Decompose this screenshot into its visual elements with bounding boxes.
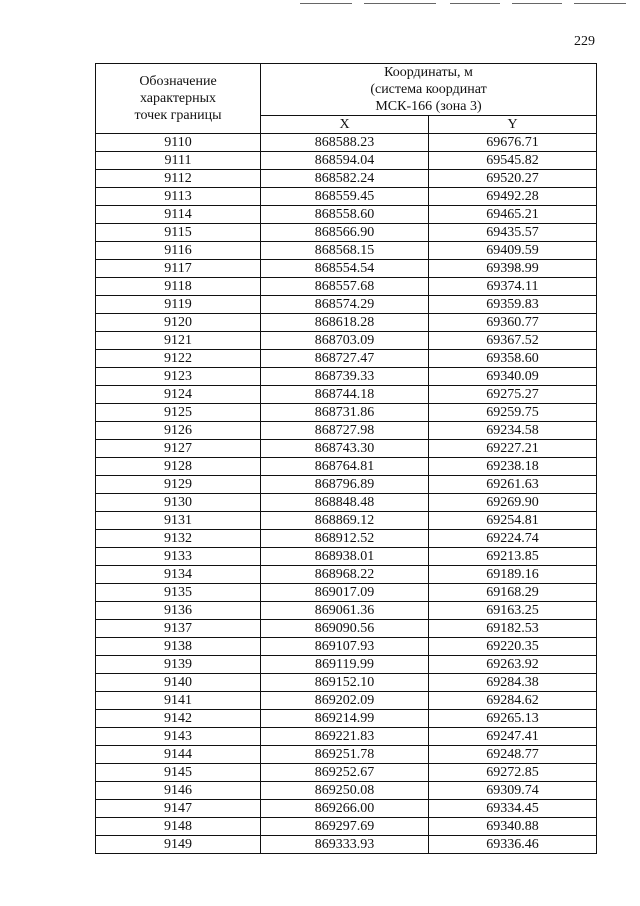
x-coordinate-cell: 869107.93	[261, 638, 429, 656]
table-row	[96, 440, 597, 458]
x-coordinate-cell: 868574.29	[261, 296, 429, 314]
table-row	[96, 692, 597, 710]
table-row	[96, 548, 597, 566]
point-id-cell: 9143	[96, 728, 261, 746]
x-coordinate-cell: 869061.36	[261, 602, 429, 620]
y-coordinate-cell: 69284.62	[429, 692, 597, 710]
point-label-line: характерных	[139, 91, 217, 106]
x-coordinate-cell: 868848.48	[261, 494, 429, 512]
x-coordinate-cell: 868557.68	[261, 278, 429, 296]
x-coordinate-cell: 868743.30	[261, 440, 429, 458]
y-coordinate-cell: 69234.58	[429, 422, 597, 440]
point-id-cell: 9135	[96, 584, 261, 602]
table-row	[96, 368, 597, 386]
y-coordinate-cell: 69340.09	[429, 368, 597, 386]
y-coordinate-cell: 69248.77	[429, 746, 597, 764]
y-coordinate-cell: 69334.45	[429, 800, 597, 818]
y-coordinate-cell: 69520.27	[429, 170, 597, 188]
table-body	[96, 134, 597, 854]
point-id-cell: 9122	[96, 350, 261, 368]
point-id-cell: 9133	[96, 548, 261, 566]
table-row	[96, 530, 597, 548]
table-row	[96, 674, 597, 692]
x-coordinate-cell: 869221.83	[261, 728, 429, 746]
y-coordinate-cell: 69259.75	[429, 404, 597, 422]
point-id-cell: 9131	[96, 512, 261, 530]
x-coordinate-cell: 868739.33	[261, 368, 429, 386]
table-row	[96, 800, 597, 818]
point-id-cell: 9123	[96, 368, 261, 386]
y-coordinate-cell: 69272.85	[429, 764, 597, 782]
point-id-cell: 9145	[96, 764, 261, 782]
table-row	[96, 332, 597, 350]
point-id-cell: 9139	[96, 656, 261, 674]
x-coordinate-cell: 868744.18	[261, 386, 429, 404]
table-row	[96, 476, 597, 494]
table-row	[96, 422, 597, 440]
x-coordinate-cell: 868588.23	[261, 134, 429, 152]
table-row	[96, 404, 597, 422]
coords-label-line: Координаты, м	[384, 65, 473, 80]
table-row	[96, 764, 597, 782]
point-id-cell: 9119	[96, 296, 261, 314]
y-coordinate-cell: 69275.27	[429, 386, 597, 404]
point-id-cell: 9111	[96, 152, 261, 170]
point-id-cell: 9118	[96, 278, 261, 296]
coordinates-header	[261, 64, 597, 116]
x-coordinate-cell: 868559.45	[261, 188, 429, 206]
x-coordinate-cell: 868554.54	[261, 260, 429, 278]
x-coordinate-cell: 869017.09	[261, 584, 429, 602]
x-coordinate-cell: 868912.52	[261, 530, 429, 548]
y-coordinate-cell: 69168.29	[429, 584, 597, 602]
x-coordinate-cell: 869250.08	[261, 782, 429, 800]
table-row	[96, 314, 597, 332]
y-coordinate-cell: 69163.25	[429, 602, 597, 620]
table-row	[96, 458, 597, 476]
table-row	[96, 710, 597, 728]
x-coordinate-cell: 869090.56	[261, 620, 429, 638]
table-row	[96, 494, 597, 512]
y-coordinate-cell: 69409.59	[429, 242, 597, 260]
table-row	[96, 152, 597, 170]
x-coordinate-cell: 869266.00	[261, 800, 429, 818]
x-coordinate-cell: 868727.98	[261, 422, 429, 440]
x-coordinate-cell: 868938.01	[261, 548, 429, 566]
y-coordinate-cell: 69359.83	[429, 296, 597, 314]
table-row	[96, 260, 597, 278]
point-id-cell: 9141	[96, 692, 261, 710]
table-row	[96, 278, 597, 296]
y-coordinate-cell: 69254.81	[429, 512, 597, 530]
y-coordinate-cell: 69284.38	[429, 674, 597, 692]
point-id-cell: 9128	[96, 458, 261, 476]
point-label-line: Обозначение	[139, 74, 217, 89]
point-id-cell: 9121	[96, 332, 261, 350]
table-row	[96, 746, 597, 764]
point-id-cell: 9116	[96, 242, 261, 260]
point-id-cell: 9115	[96, 224, 261, 242]
table-row	[96, 638, 597, 656]
point-id-cell: 9127	[96, 440, 261, 458]
table-row	[96, 620, 597, 638]
top-rules	[300, 3, 630, 6]
y-coordinate-cell: 69247.41	[429, 728, 597, 746]
table-row	[96, 782, 597, 800]
y-coordinate-cell: 69238.18	[429, 458, 597, 476]
x-coordinate-cell: 868968.22	[261, 566, 429, 584]
table-row	[96, 584, 597, 602]
coords-label-line: МСК-166 (зона 3)	[375, 99, 482, 114]
table-row	[96, 134, 597, 152]
table-row	[96, 188, 597, 206]
x-coordinate-cell: 868731.86	[261, 404, 429, 422]
y-coordinate-cell: 69189.16	[429, 566, 597, 584]
table-row	[96, 242, 597, 260]
x-coordinate-cell: 869202.09	[261, 692, 429, 710]
point-id-cell: 9146	[96, 782, 261, 800]
point-id-cell: 9124	[96, 386, 261, 404]
y-coordinate-cell: 69265.13	[429, 710, 597, 728]
point-id-cell: 9138	[96, 638, 261, 656]
x-coordinate-cell: 868558.60	[261, 206, 429, 224]
coordinates-table	[95, 63, 597, 854]
y-coordinate-cell: 69309.74	[429, 782, 597, 800]
point-id-cell: 9144	[96, 746, 261, 764]
y-coordinate-cell: 69435.57	[429, 224, 597, 242]
table-row	[96, 836, 597, 854]
point-id-cell: 9113	[96, 188, 261, 206]
y-coordinate-cell: 69336.46	[429, 836, 597, 854]
x-coordinate-cell: 868703.09	[261, 332, 429, 350]
point-id-cell: 9129	[96, 476, 261, 494]
y-coordinate-cell: 69213.85	[429, 548, 597, 566]
point-id-cell: 9149	[96, 836, 261, 854]
table-row	[96, 656, 597, 674]
y-coordinate-cell: 69182.53	[429, 620, 597, 638]
page-number: 229	[574, 34, 595, 49]
y-coordinate-cell: 69676.71	[429, 134, 597, 152]
point-id-cell: 9126	[96, 422, 261, 440]
y-coordinate-cell: 69340.88	[429, 818, 597, 836]
point-id-cell: 9110	[96, 134, 261, 152]
point-id-cell: 9137	[96, 620, 261, 638]
y-coordinate-cell: 69227.21	[429, 440, 597, 458]
y-coordinate-cell: 69374.11	[429, 278, 597, 296]
table-row	[96, 512, 597, 530]
y-column-header: Y	[429, 116, 597, 134]
y-coordinate-cell: 69220.35	[429, 638, 597, 656]
y-coordinate-cell: 69367.52	[429, 332, 597, 350]
point-id-cell: 9125	[96, 404, 261, 422]
x-coordinate-cell: 869297.69	[261, 818, 429, 836]
point-id-cell: 9136	[96, 602, 261, 620]
x-coordinate-cell: 868618.28	[261, 314, 429, 332]
point-id-cell: 9142	[96, 710, 261, 728]
x-coordinate-cell: 868594.04	[261, 152, 429, 170]
x-coordinate-cell: 868727.47	[261, 350, 429, 368]
x-coordinate-cell: 868582.24	[261, 170, 429, 188]
y-coordinate-cell: 69224.74	[429, 530, 597, 548]
point-label-line: точек границы	[134, 108, 222, 123]
point-id-cell: 9112	[96, 170, 261, 188]
point-id-cell: 9147	[96, 800, 261, 818]
table-row	[96, 224, 597, 242]
table-row	[96, 170, 597, 188]
x-coordinate-cell: 869214.99	[261, 710, 429, 728]
point-id-cell: 9117	[96, 260, 261, 278]
y-coordinate-cell: 69358.60	[429, 350, 597, 368]
x-coordinate-cell: 868764.81	[261, 458, 429, 476]
x-coordinate-cell: 868869.12	[261, 512, 429, 530]
x-coordinate-cell: 869252.67	[261, 764, 429, 782]
table-row	[96, 818, 597, 836]
y-coordinate-cell: 69465.21	[429, 206, 597, 224]
x-column-header: X	[261, 116, 429, 134]
y-coordinate-cell: 69269.90	[429, 494, 597, 512]
table-row	[96, 566, 597, 584]
x-coordinate-cell: 868566.90	[261, 224, 429, 242]
y-coordinate-cell: 69263.92	[429, 656, 597, 674]
x-coordinate-cell: 869333.93	[261, 836, 429, 854]
table-row	[96, 206, 597, 224]
table-row	[96, 350, 597, 368]
y-coordinate-cell: 69492.28	[429, 188, 597, 206]
y-coordinate-cell: 69398.99	[429, 260, 597, 278]
point-id-cell: 9114	[96, 206, 261, 224]
y-coordinate-cell: 69360.77	[429, 314, 597, 332]
table-row	[96, 728, 597, 746]
x-coordinate-cell: 868796.89	[261, 476, 429, 494]
point-id-cell: 9148	[96, 818, 261, 836]
point-id-cell: 9132	[96, 530, 261, 548]
point-id-cell: 9130	[96, 494, 261, 512]
table-row	[96, 386, 597, 404]
coords-label-line: (система координат	[370, 82, 487, 97]
table-row	[96, 602, 597, 620]
x-coordinate-cell: 869152.10	[261, 674, 429, 692]
point-id-cell: 9140	[96, 674, 261, 692]
point-id-cell: 9120	[96, 314, 261, 332]
y-coordinate-cell: 69545.82	[429, 152, 597, 170]
y-coordinate-cell: 69261.63	[429, 476, 597, 494]
point-id-cell: 9134	[96, 566, 261, 584]
x-coordinate-cell: 869251.78	[261, 746, 429, 764]
table-row	[96, 296, 597, 314]
x-coordinate-cell: 869119.99	[261, 656, 429, 674]
x-coordinate-cell: 868568.15	[261, 242, 429, 260]
point-label-header	[96, 64, 261, 134]
